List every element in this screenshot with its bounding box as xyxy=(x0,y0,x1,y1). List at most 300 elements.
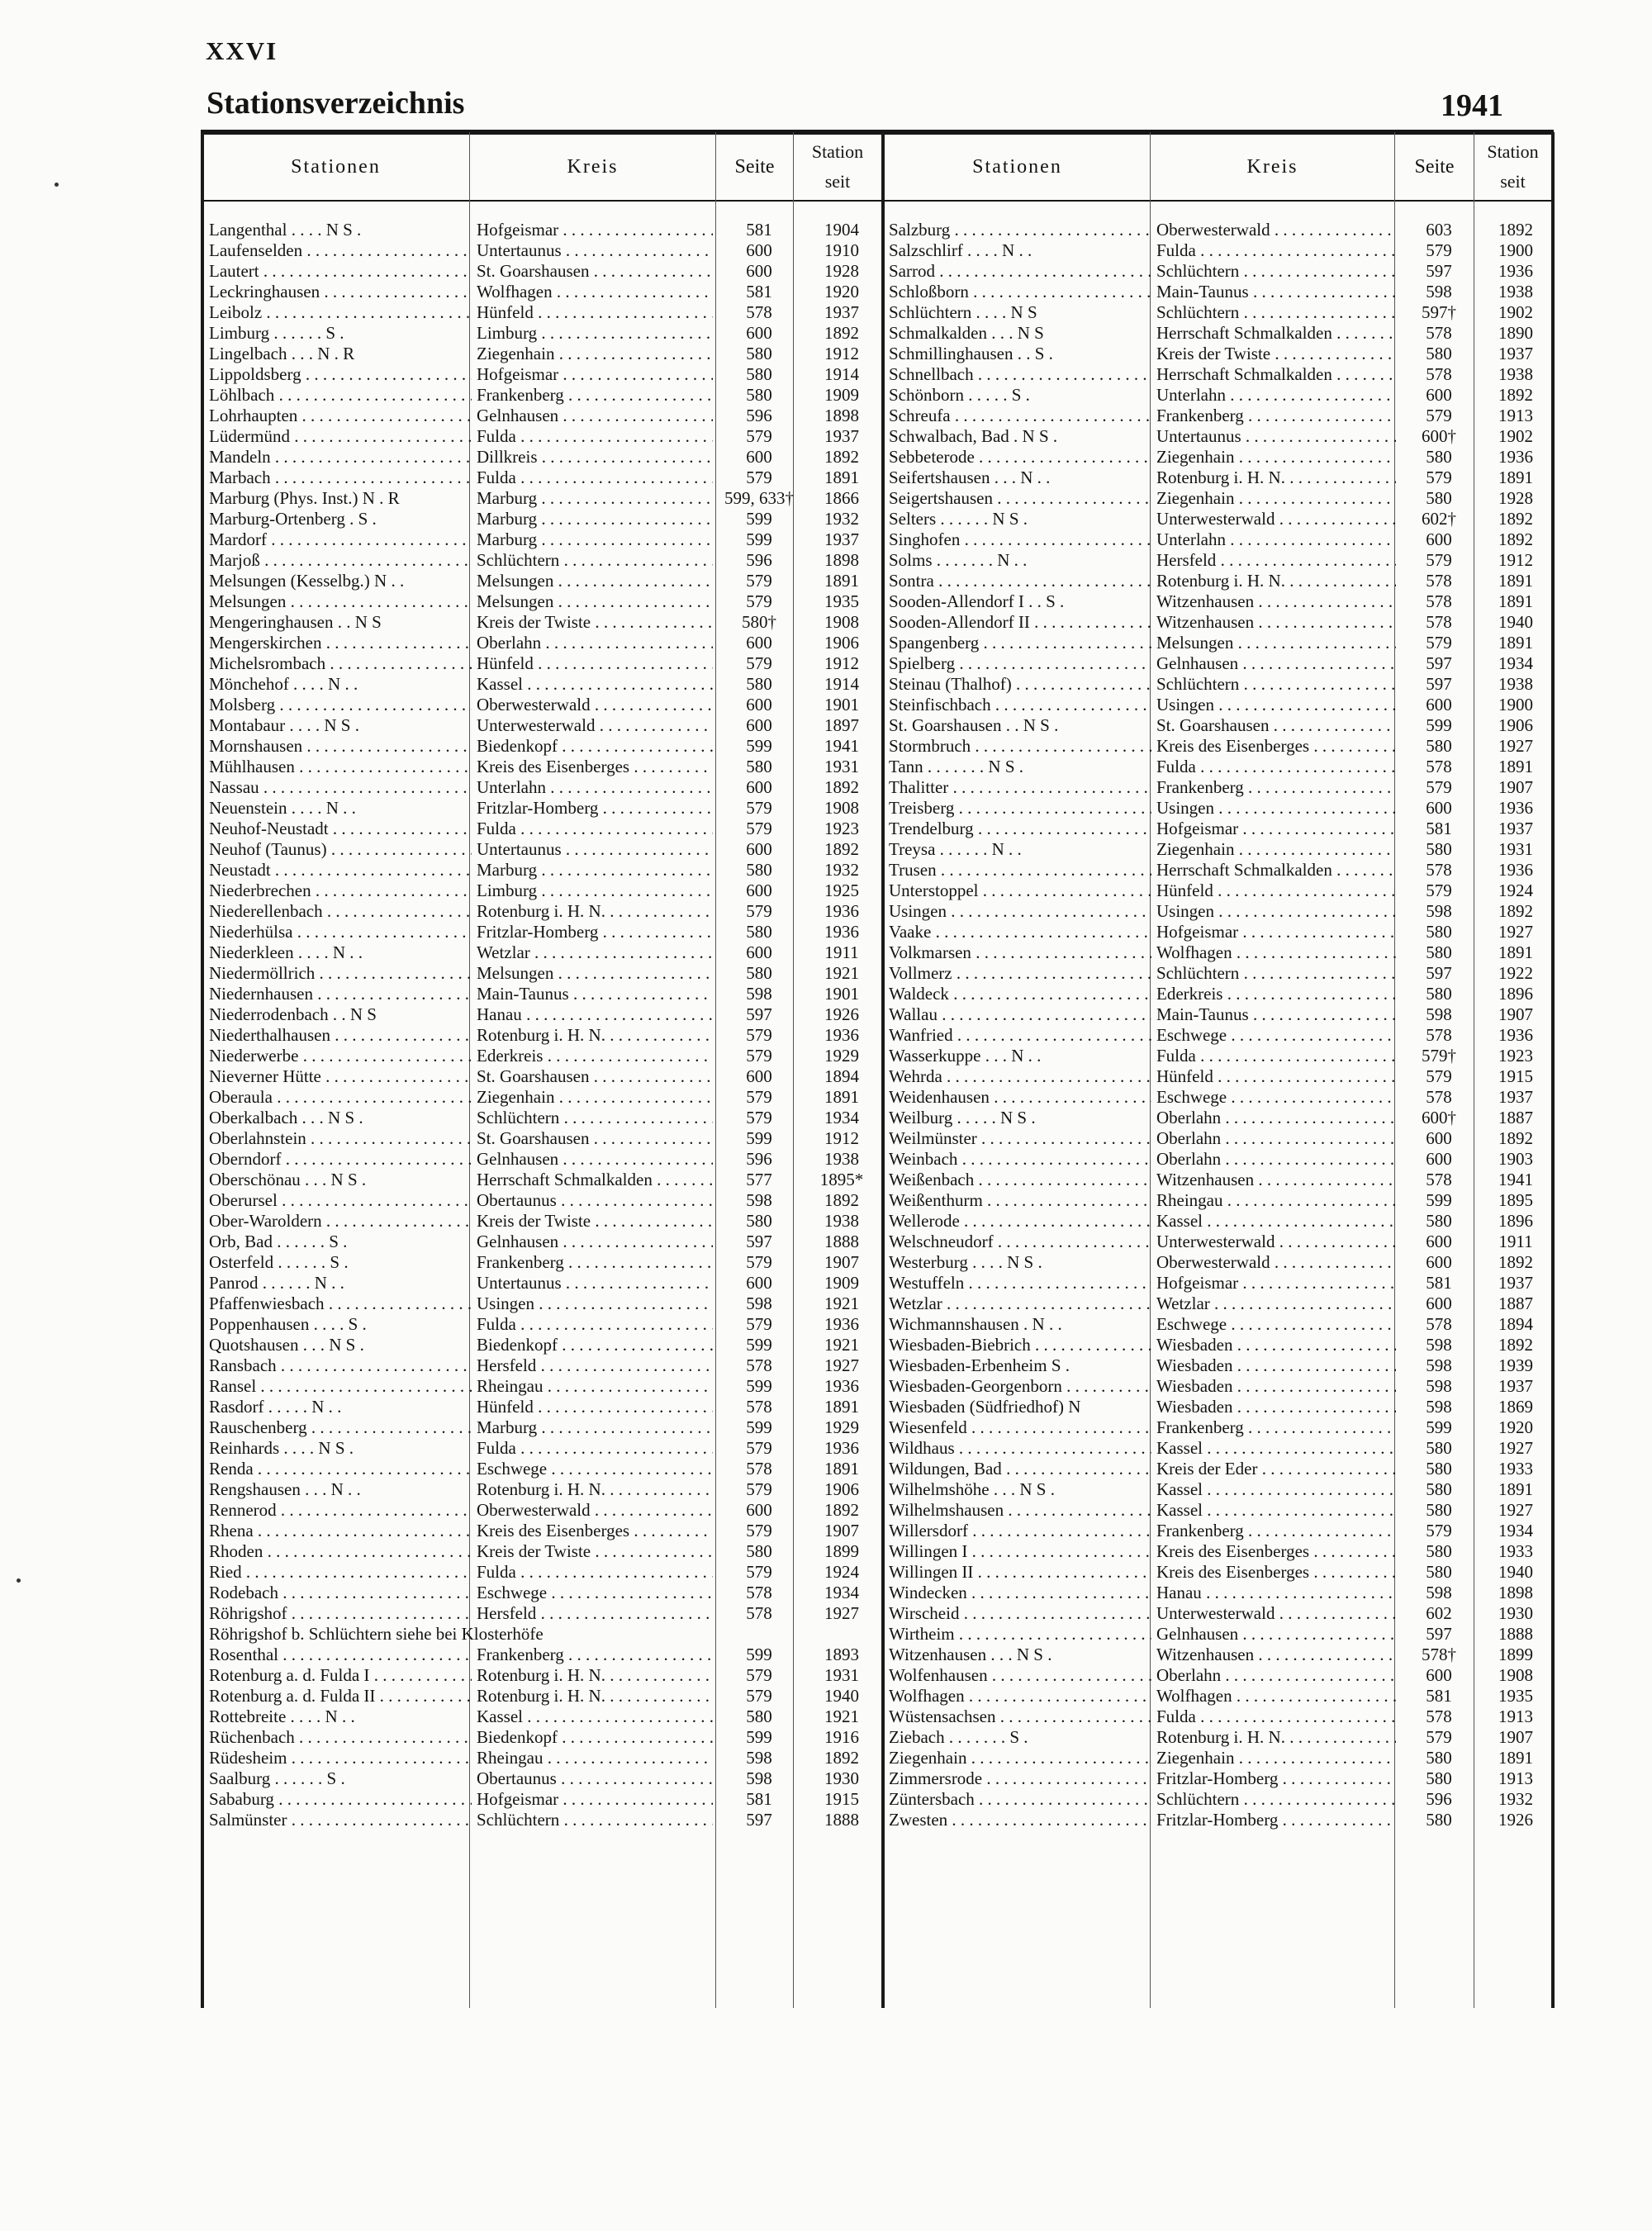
station-name-text: Wehrda xyxy=(889,1066,942,1086)
table-row xyxy=(0,1665,1569,1686)
dot-leader xyxy=(951,406,1151,425)
seite-number-text: 580 xyxy=(746,963,772,983)
station-seit-year-text: 1939 xyxy=(1498,1355,1533,1375)
station-name-text: Michelsrombach xyxy=(209,653,326,673)
kreis-name-text: Fritzlar-Homberg xyxy=(1156,1768,1279,1788)
kreis-name-text: Frankenberg xyxy=(477,1645,564,1664)
kreis-name xyxy=(1156,1541,1396,1562)
kreis-name-text: Fulda xyxy=(1156,1706,1196,1726)
station-name-text: Windecken xyxy=(889,1583,967,1602)
seite-number xyxy=(1398,1748,1479,1768)
header-kreis-right: Kreis xyxy=(1246,155,1298,178)
seite-number-text: 596 xyxy=(746,406,772,425)
station-name-text: Limburg . . . . . . S . xyxy=(209,323,344,343)
kreis-name xyxy=(1156,1624,1396,1645)
station-seit-year xyxy=(1480,860,1551,881)
seite-number-text: 597 xyxy=(1426,261,1452,281)
station-seit-year-text: 1941 xyxy=(824,736,859,756)
station-name-text: Sebbeterode xyxy=(889,447,975,467)
station-name-text: Weilmünster xyxy=(889,1128,977,1148)
kreis-name-text: Untertaunus xyxy=(477,839,562,859)
dot-leader xyxy=(1203,1479,1396,1499)
kreis-name-text: Untertaunus xyxy=(1156,426,1241,446)
seite-number xyxy=(1398,1232,1479,1252)
dot-leader xyxy=(977,1128,1151,1148)
station-seit-year xyxy=(1480,777,1551,798)
seite-number-text: 600 xyxy=(1426,1149,1452,1169)
station-seit-year-text: 1912 xyxy=(824,344,859,363)
dot-leader xyxy=(1216,550,1396,570)
seite-number-text: 597 xyxy=(1426,1624,1452,1644)
seite-number xyxy=(1398,1438,1479,1459)
seite-number-text: 580 xyxy=(1426,1479,1452,1499)
seite-number xyxy=(1398,364,1479,385)
kreis-name-text: Fritzlar-Homberg xyxy=(477,922,599,942)
station-name xyxy=(889,591,1151,612)
kreis-name-text: Schlüchtern xyxy=(1156,261,1240,281)
station-name-text: Marjoß xyxy=(209,550,260,570)
seite-number-text: 578 xyxy=(1426,591,1452,611)
station-name-text: Mandeln xyxy=(209,447,271,467)
station-name xyxy=(889,1438,1151,1459)
dot-leader xyxy=(967,1583,1151,1602)
station-name-text: Röhrigshof xyxy=(209,1603,287,1623)
seite-number xyxy=(1398,1624,1479,1645)
station-seit-year-text: 1930 xyxy=(1498,1603,1533,1623)
seite-number-text: 600 xyxy=(1426,798,1452,818)
station-seit-year xyxy=(1480,901,1551,922)
station-seit-year-text: 1921 xyxy=(824,1706,859,1726)
kreis-name-text: Wiesbaden xyxy=(1156,1376,1233,1396)
seite-number-text: 599 xyxy=(746,509,772,529)
station-name xyxy=(889,674,1151,695)
station-name-text: Treisberg xyxy=(889,798,955,818)
seite-number-text: 579 xyxy=(1426,240,1452,260)
station-name-text: Molsberg xyxy=(209,695,276,714)
table-row xyxy=(0,757,1569,777)
kreis-name-text: Hersfeld xyxy=(477,1603,537,1623)
station-seit-year-text: 1913 xyxy=(1498,1706,1533,1726)
table-row xyxy=(0,509,1569,529)
kreis-name-text: Frankenberg xyxy=(1156,1521,1244,1540)
station-name-text: Seigertshausen xyxy=(889,488,993,508)
kreis-name-text: Obertaunus xyxy=(477,1190,557,1210)
kreis-name-text: Herrschaft Schmalkalden xyxy=(1156,364,1332,384)
station-seit-year-text: 1893 xyxy=(824,1645,859,1664)
kreis-name xyxy=(1156,1645,1396,1665)
table-row xyxy=(0,1046,1569,1066)
station-name-text: Schönborn . . . . . S . xyxy=(889,385,1030,405)
kreis-name xyxy=(1156,1686,1396,1706)
kreis-name-text: Eschwege xyxy=(477,1583,548,1602)
station-seit-year-text: 1888 xyxy=(824,1810,859,1830)
dot-leader xyxy=(1232,1686,1396,1706)
dot-leader xyxy=(991,695,1151,714)
station-name-text: Wiesenfeld xyxy=(889,1417,967,1437)
station-seit-year-text: 1927 xyxy=(824,1355,859,1375)
station-name-text: Seifertshausen . . . N . . xyxy=(889,468,1051,487)
dot-leader xyxy=(982,1768,1151,1788)
station-seit-year-text: 1904 xyxy=(824,220,859,240)
seite-number xyxy=(1398,571,1479,591)
kreis-name xyxy=(1156,984,1396,1004)
station-seit-year-text: 1914 xyxy=(824,364,859,384)
station-seit-year-text: 1891 xyxy=(1498,942,1533,962)
station-seit-year xyxy=(1480,261,1551,282)
kreis-name-text: Kassel xyxy=(1156,1479,1203,1499)
station-name-text: Rhoden xyxy=(209,1541,263,1561)
station-name xyxy=(889,1686,1151,1706)
kreis-name xyxy=(1156,240,1396,261)
kreis-name-text: Frankenberg xyxy=(1156,777,1244,797)
dot-leader xyxy=(1270,344,1396,363)
dot-leader xyxy=(979,633,1151,653)
station-name-text: Unterstoppel xyxy=(889,881,979,900)
dot-leader xyxy=(1196,1046,1396,1066)
scan-speck xyxy=(55,183,59,187)
kreis-name-text: Limburg xyxy=(477,881,538,900)
kreis-name-text: Ederkreis xyxy=(1156,984,1223,1004)
station-seit-year-text: 1936 xyxy=(824,922,859,942)
dot-leader xyxy=(1221,1108,1396,1127)
seite-number-text: 596 xyxy=(746,1149,772,1169)
kreis-name-text: Fulda xyxy=(1156,757,1196,776)
seite-number xyxy=(1398,1541,1479,1562)
seite-number xyxy=(1398,1686,1479,1706)
station-name-text: Ransel xyxy=(209,1376,257,1396)
station-name-text: Schmillinghausen . . S . xyxy=(889,344,1053,363)
kreis-name-text: Hünfeld xyxy=(1156,1066,1213,1086)
kreis-name xyxy=(1156,1335,1396,1355)
kreis-name xyxy=(1156,839,1396,860)
seite-number-text: 598 xyxy=(1426,1355,1452,1375)
station-seit-year-text: 1937 xyxy=(824,302,859,322)
station-seit-year xyxy=(1480,302,1551,323)
station-name-text: Mühlhausen xyxy=(209,757,295,776)
kreis-name xyxy=(1156,1108,1396,1128)
station-seit-year-text: 1895 xyxy=(1498,1190,1533,1210)
dot-leader xyxy=(1309,1562,1396,1582)
seite-number-text: 578 xyxy=(746,1397,772,1417)
station-seit-year xyxy=(1480,550,1551,571)
station-name-text: Niederthalhausen xyxy=(209,1025,330,1045)
station-name-text: Thalitter xyxy=(889,777,949,797)
seite-number-text: 602† xyxy=(1422,509,1456,529)
dot-leader xyxy=(1238,819,1396,838)
station-seit-year-text: 1890 xyxy=(1498,323,1533,343)
station-seit-year-text: 1892 xyxy=(824,1500,859,1520)
station-seit-year-text: 1892 xyxy=(824,777,859,797)
station-name-text: Westerburg . . . . N S . xyxy=(889,1252,1042,1272)
station-name xyxy=(889,1211,1151,1232)
station-seit-year-text: 1894 xyxy=(824,1066,859,1086)
table-row xyxy=(0,550,1569,571)
kreis-name-text: Ziegenhain xyxy=(477,1087,555,1107)
station-name xyxy=(889,1004,1151,1025)
station-seit-year-text: 1936 xyxy=(824,1438,859,1458)
seite-number-text: 580 xyxy=(1426,1810,1452,1830)
kreis-name-text: Biedenkopf xyxy=(477,1727,558,1747)
seite-number-text: 599 xyxy=(1426,1190,1452,1210)
station-name xyxy=(889,1479,1151,1500)
dot-leader xyxy=(1285,1727,1396,1747)
station-seit-year-text: 1935 xyxy=(1498,1686,1533,1706)
seite-number-text: 599, 633† xyxy=(724,488,794,508)
table-row xyxy=(0,385,1569,406)
seite-number-text: 580 xyxy=(1426,736,1452,756)
kreis-name-text: Kassel xyxy=(1156,1438,1203,1458)
station-seit-year-text: 1934 xyxy=(1498,653,1533,673)
kreis-name xyxy=(1156,777,1396,798)
seite-number-text: 578 xyxy=(1426,612,1452,632)
station-name-text: Niederwerbe xyxy=(209,1046,299,1066)
seite-number-text: 579 xyxy=(746,1438,772,1458)
dot-leader xyxy=(942,1066,1151,1086)
station-seit-year xyxy=(1480,1108,1551,1128)
station-name xyxy=(889,571,1151,591)
seite-number-text: 598 xyxy=(746,1748,772,1768)
kreis-name-text: Fulda xyxy=(477,1314,516,1334)
station-name-text: Wolfhagen xyxy=(889,1686,965,1706)
seite-number xyxy=(1398,1087,1479,1108)
kreis-name xyxy=(1156,550,1396,571)
table-row xyxy=(0,1541,1569,1562)
station-seit-year-text: 1937 xyxy=(824,426,859,446)
station-name-text: Rotenburg a. d. Fulda I xyxy=(209,1665,370,1685)
kreis-name xyxy=(1156,612,1396,633)
kreis-name xyxy=(1156,1603,1396,1624)
dot-leader xyxy=(1238,1273,1396,1293)
dot-leader xyxy=(1031,1335,1151,1355)
seite-number-text: 598 xyxy=(746,984,772,1004)
dot-leader xyxy=(1214,798,1396,818)
station-name xyxy=(889,1810,1151,1830)
station-name xyxy=(889,1046,1151,1066)
dot-leader xyxy=(1275,1232,1396,1251)
station-name xyxy=(889,901,1151,922)
station-name-text: Neuhof (Taunus) xyxy=(209,839,327,859)
kreis-name-text: Eschwege xyxy=(1156,1314,1227,1334)
table-row xyxy=(0,715,1569,736)
station-name-text: Usingen xyxy=(889,901,947,921)
dot-leader xyxy=(934,571,1151,591)
seite-number-text: 599 xyxy=(1426,715,1452,735)
station-name-text: Spangenberg xyxy=(889,633,980,653)
seite-number-text: 597 xyxy=(1426,653,1452,673)
dot-leader xyxy=(1214,901,1396,921)
seite-number-text: 598 xyxy=(746,1768,772,1788)
station-seit-year xyxy=(1480,406,1551,426)
station-seit-year xyxy=(1480,1025,1551,1046)
station-seit-year-text: 1940 xyxy=(1498,1562,1533,1582)
kreis-name xyxy=(1156,1170,1396,1190)
station-name-text: Rottebreite . . . . N . . xyxy=(209,1706,355,1726)
station-name xyxy=(889,344,1151,364)
station-seit-year-text: 1936 xyxy=(1498,860,1533,880)
table-row xyxy=(0,1128,1569,1149)
table-row xyxy=(0,881,1569,901)
kreis-name xyxy=(1156,757,1396,777)
station-name-text: Niederkleen . . . . N . . xyxy=(209,942,363,962)
station-name xyxy=(889,1252,1151,1273)
header-rule xyxy=(201,200,1554,202)
station-seit-year-text: 1887 xyxy=(1498,1294,1533,1313)
station-seit-year-text: 1932 xyxy=(1498,1789,1533,1809)
station-seit-year-text: 1925 xyxy=(824,881,859,900)
station-name-text: Reinhards . . . . N S . xyxy=(209,1438,354,1458)
seite-number xyxy=(1398,777,1479,798)
station-name-text: Löhlbach xyxy=(209,385,275,405)
station-seit-year-text: 1898 xyxy=(824,406,859,425)
table-row xyxy=(0,1252,1569,1273)
seite-number xyxy=(1398,1645,1479,1665)
seite-number xyxy=(1398,1294,1479,1314)
station-name-text: Weißenthurm xyxy=(889,1190,983,1210)
dot-leader xyxy=(1254,591,1396,611)
dot-leader xyxy=(942,1294,1151,1313)
station-name xyxy=(889,1541,1151,1562)
seite-number-text: 602 xyxy=(1426,1603,1452,1623)
dot-leader xyxy=(1254,1645,1396,1664)
seite-number xyxy=(1398,860,1479,881)
kreis-name xyxy=(1156,468,1396,488)
dot-leader xyxy=(1239,1789,1396,1809)
kreis-name-text: Fulda xyxy=(477,468,516,487)
seite-number xyxy=(1398,282,1479,302)
table-row xyxy=(0,1624,1569,1645)
table-row xyxy=(0,282,1569,302)
station-name-text: Laufenselden xyxy=(209,240,303,260)
kreis-name-text: Melsungen xyxy=(477,591,554,611)
kreis-name xyxy=(1156,1500,1396,1521)
page-number: XXVI xyxy=(206,36,278,65)
dot-leader xyxy=(1202,1583,1396,1602)
station-seit-year xyxy=(1480,1500,1551,1521)
station-seit-year xyxy=(1480,715,1551,736)
station-seit-year-text: 1940 xyxy=(824,1686,859,1706)
station-seit-year-text: 1909 xyxy=(824,1273,859,1293)
station-name-text: Vaake xyxy=(889,922,932,942)
station-name-text: Schlüchtern . . . . N S xyxy=(889,302,1037,322)
station-seit-year xyxy=(1480,1748,1551,1768)
seite-number xyxy=(1398,1335,1479,1355)
station-name-text: Rosenthal xyxy=(209,1645,278,1664)
kreis-name xyxy=(1156,674,1396,695)
station-name xyxy=(889,240,1151,261)
station-seit-year-text: 1912 xyxy=(824,1128,859,1148)
dot-leader xyxy=(1239,302,1396,322)
seite-number xyxy=(1398,344,1479,364)
station-name-text: Marbach xyxy=(209,468,271,487)
seite-number-text: 580 xyxy=(746,860,772,880)
station-seit-year-text: 1937 xyxy=(1498,819,1533,838)
station-name xyxy=(889,757,1151,777)
station-name-text: Renda xyxy=(209,1459,254,1479)
station-name xyxy=(889,406,1151,426)
kreis-name-text: Wolfhagen xyxy=(477,282,553,301)
station-seit-year xyxy=(1480,447,1551,468)
station-seit-year-text: 1929 xyxy=(824,1046,859,1066)
dot-leader xyxy=(938,1004,1151,1024)
station-seit-year xyxy=(1480,1335,1551,1355)
station-seit-year-text: 1938 xyxy=(1498,364,1533,384)
table-row xyxy=(0,1603,1569,1624)
kreis-name-text: Frankenberg xyxy=(1156,1417,1244,1437)
dot-leader xyxy=(968,1521,1151,1540)
station-name-text: Wilhelmshöhe . . . N S . xyxy=(889,1479,1055,1499)
header-seite-right: Seite xyxy=(1414,155,1455,178)
seite-number-text: 579 xyxy=(1426,406,1452,425)
seite-number-text: 596 xyxy=(1426,1789,1452,1809)
station-seit-year xyxy=(1480,1645,1551,1665)
table-row xyxy=(0,1108,1569,1128)
station-name-text: Zimmersrode xyxy=(889,1768,983,1788)
station-name xyxy=(889,819,1151,839)
kreis-name xyxy=(1156,1438,1396,1459)
station-name-text: Sarrod xyxy=(889,261,935,281)
dot-leader xyxy=(1285,468,1396,487)
station-seit-year-text: 1913 xyxy=(1498,406,1533,425)
station-name-text: Nassau xyxy=(209,777,259,797)
seite-number xyxy=(1398,1789,1479,1810)
seite-number xyxy=(1398,261,1479,282)
seite-number-text: 600 xyxy=(1426,1128,1452,1148)
station-name xyxy=(889,1066,1151,1087)
table-row xyxy=(0,1170,1569,1190)
station-name-text: Marburg-Ortenberg . S . xyxy=(209,509,377,529)
station-name-text: Witzenhausen . . . N S . xyxy=(889,1645,1052,1664)
kreis-name xyxy=(1156,302,1396,323)
dot-leader xyxy=(1332,860,1396,880)
table-row xyxy=(0,1335,1569,1355)
station-seit-year-text: 1892 xyxy=(1498,1252,1533,1272)
station-seit-year-text: 1923 xyxy=(824,819,859,838)
dot-leader xyxy=(1239,261,1396,281)
station-seit-year-text: 1927 xyxy=(1498,1438,1533,1458)
station-seit-year-text: 1911 xyxy=(1498,1232,1533,1251)
station-name xyxy=(889,736,1151,757)
seite-number-text: 580 xyxy=(1426,1541,1452,1561)
kreis-name xyxy=(1156,1190,1396,1211)
kreis-name xyxy=(1156,1128,1396,1149)
dot-leader xyxy=(1213,1066,1396,1086)
station-seit-year-text: 1891 xyxy=(1498,757,1533,776)
dot-leader xyxy=(1254,1170,1396,1189)
kreis-name-text: Eschwege xyxy=(477,1459,548,1479)
kreis-name xyxy=(1156,1417,1396,1438)
station-seit-year xyxy=(1480,1355,1551,1376)
station-seit-year xyxy=(1480,529,1551,550)
station-seit-year-text: 1934 xyxy=(1498,1521,1533,1540)
dot-leader xyxy=(949,984,1151,1004)
kreis-name-text: Kassel xyxy=(1156,1500,1203,1520)
station-name xyxy=(889,282,1151,302)
table-row xyxy=(0,302,1569,323)
kreis-name xyxy=(1156,1789,1396,1810)
seite-number-text: 598 xyxy=(746,1294,772,1313)
station-name-text: Lautert xyxy=(209,261,259,281)
kreis-name-text: Hünfeld xyxy=(477,302,534,322)
dot-leader xyxy=(971,736,1151,756)
kreis-name-text: Usingen xyxy=(477,1294,534,1313)
station-seit-year-text: 1932 xyxy=(824,860,859,880)
station-name-text: Ried xyxy=(209,1562,242,1582)
station-name xyxy=(889,1108,1151,1128)
station-seit-year xyxy=(1480,1479,1551,1500)
kreis-name xyxy=(1156,1211,1396,1232)
kreis-name xyxy=(1156,1727,1396,1748)
seite-number-text: 579 xyxy=(746,591,772,611)
